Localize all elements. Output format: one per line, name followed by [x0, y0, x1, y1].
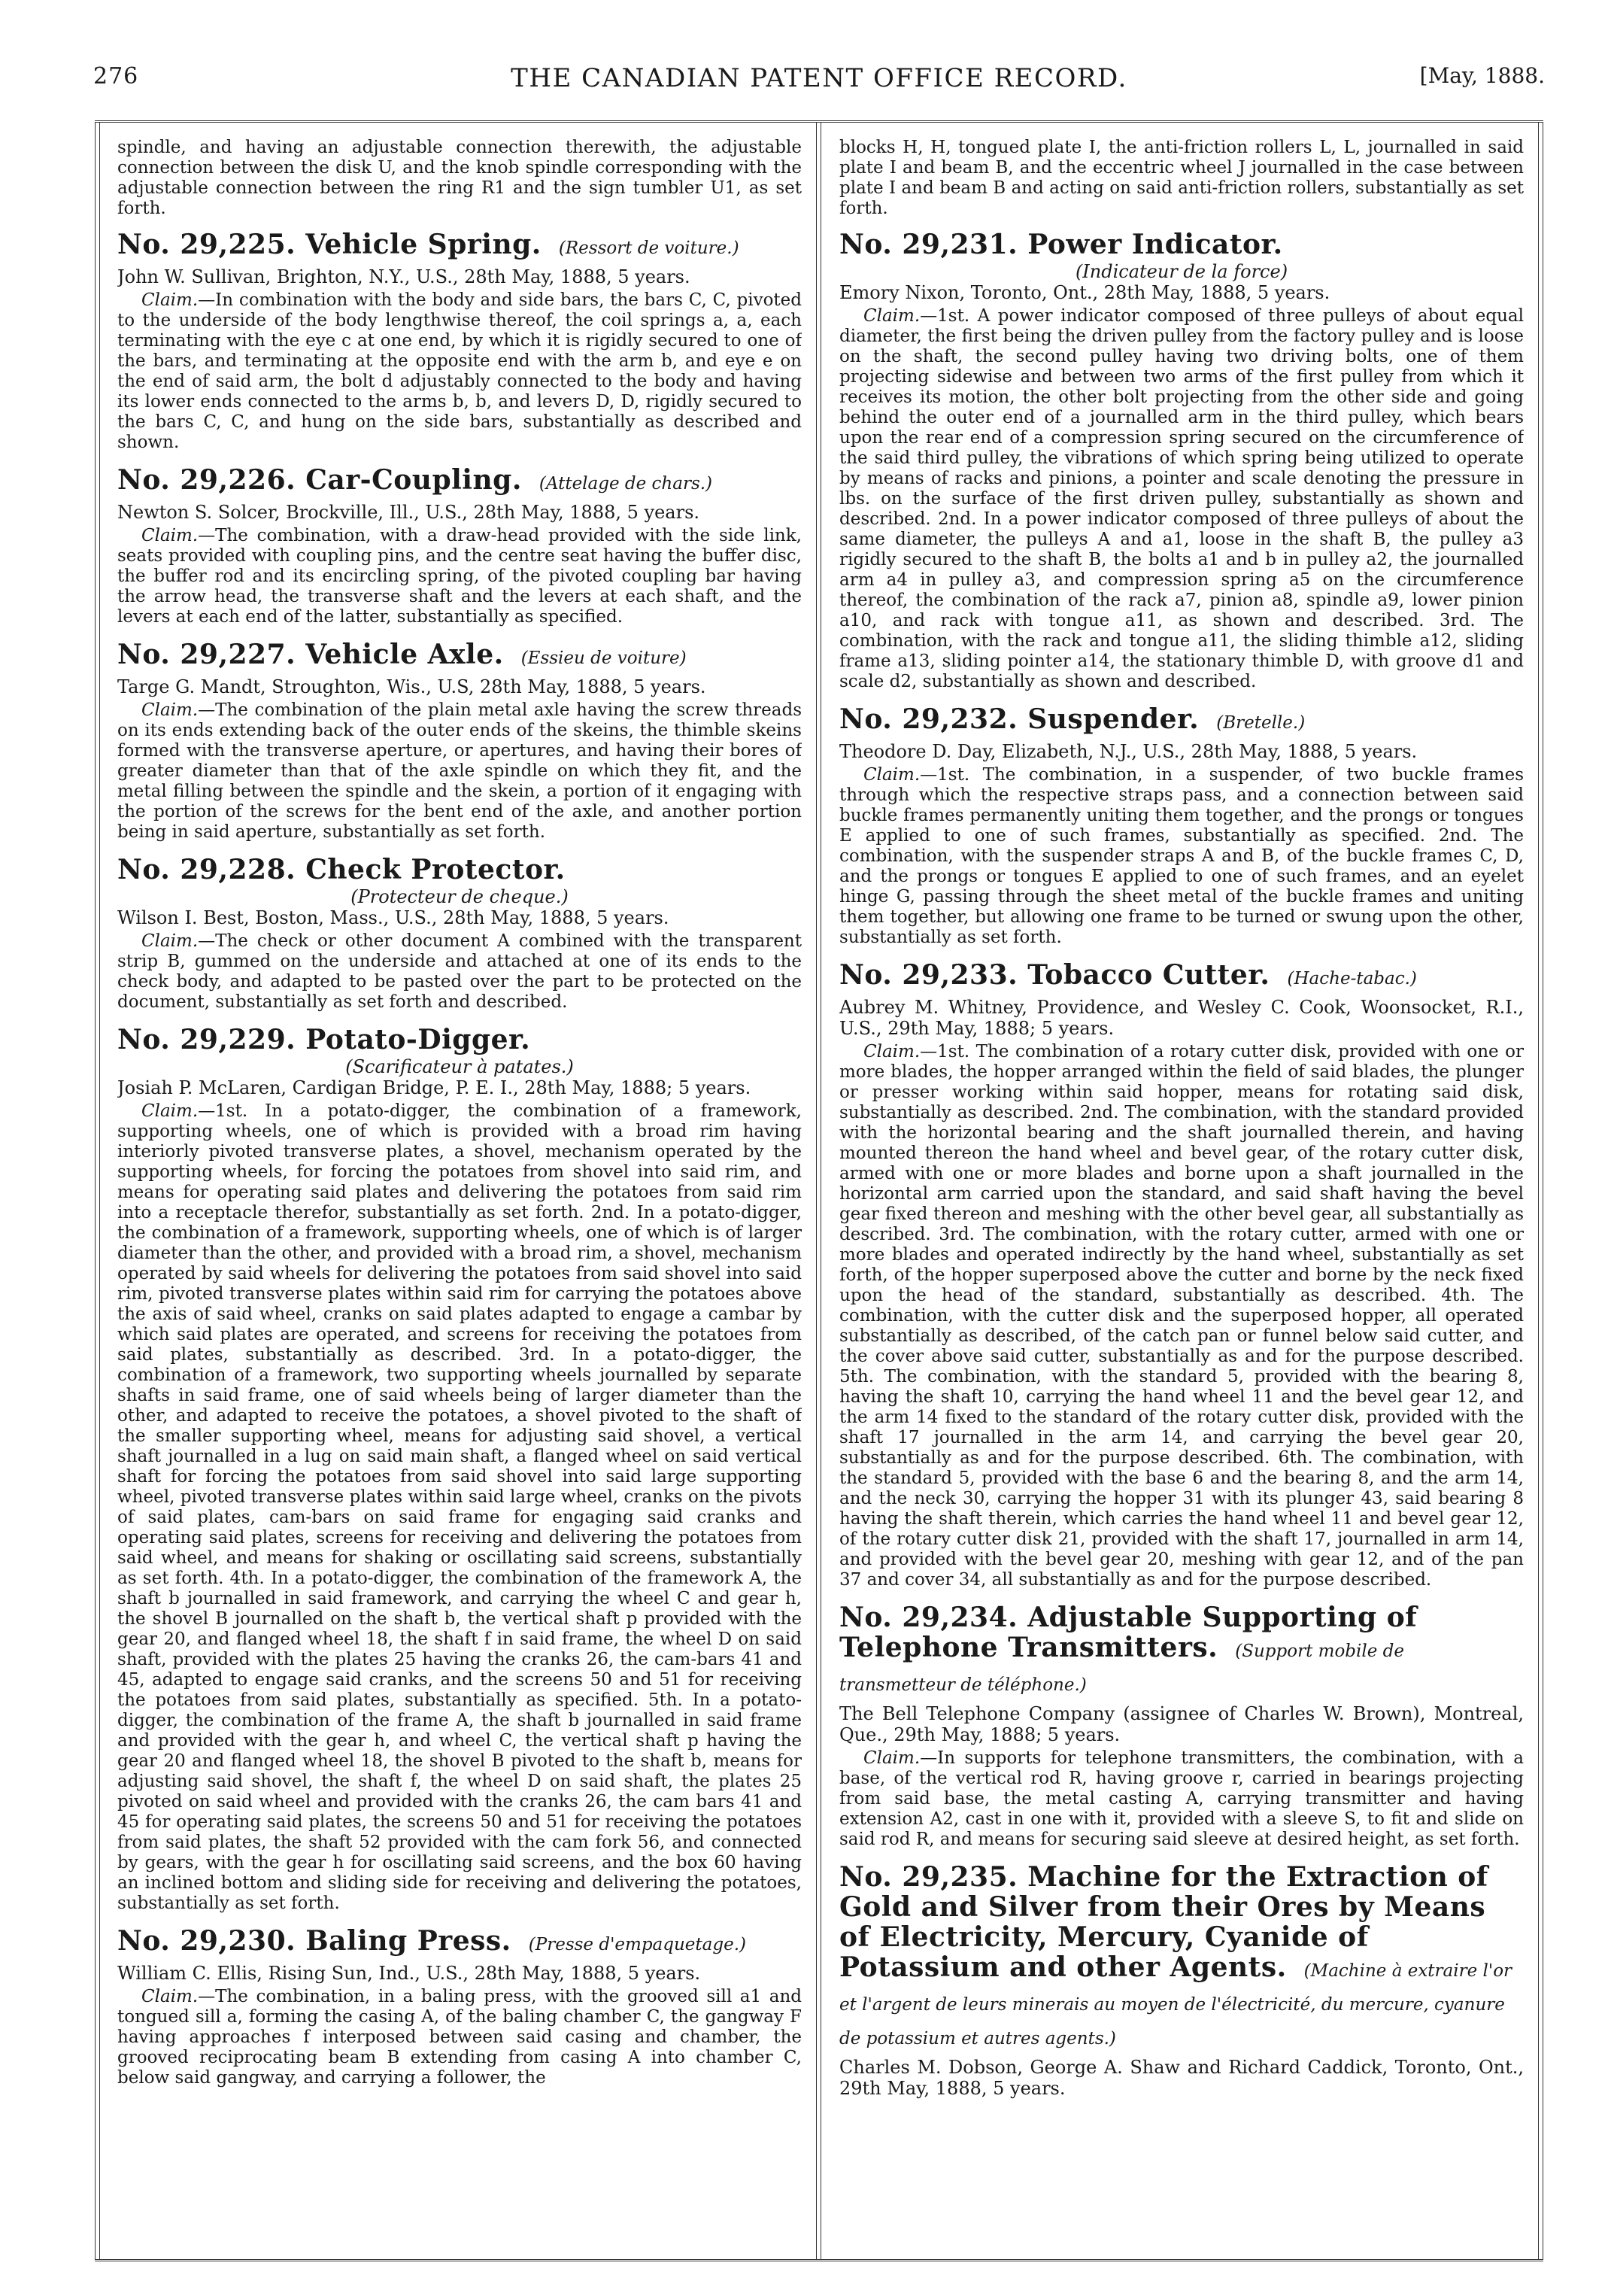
claim-label: Claim.: [141, 700, 199, 720]
patent-number: No. 29,234.: [839, 1602, 1018, 1633]
claim-text: [117, 1987, 802, 2088]
claim-text: [839, 765, 1524, 948]
claim-label: Claim.: [141, 1987, 199, 2006]
claim-body: —1st. A power indicator composed of three pulleys of about equal diameter, the first being the driven pulley from the factory pulley and is loose on the shaft, the second pulley having two driving bolts, one of them projecting sidewise and between two arms of the first pulley from which it receives its motion, the other bolt projecting from the other side and going behind the outer end of a journalled arm in the third pulley, which bears upon the rear end of a compression spring secured on the circumference of the said third pulley, the vibrations of which spring being utilized to operate by means of racks and pinions, a pointer and scale denoting the pressure in lbs. on the surface of the first driven pulley, substantially as shown and described. 2nd. In a power indicator composed of three pulleys of about the same diameter, the pulleys A and a1, loose in the shaft B, the pulley a3 rigidly secured to the shaft B, the bolts a1 and b in pulley a2, the journalled arm a4 in pulley a3, and compression spring a5 on the circumference thereof, the combination of the rack a7, pinion a8, spindle a9, lower pinion a10, and rack with tongue a11, as shown and described. 3rd. The combination, with the rack and tongue a11, the sliding thimble a12, sliding frame a13, sliding pointer a14, the stationary thimble D, with groove d1 and scale d2, substantially as shown and described.: [839, 306, 1524, 691]
claim-body: —1st. In a potato-digger, the combination of a framework, supporting wheels, one of which is provided with a broad rim having interiorly pivoted transverse plates, a shovel, mechanism operated by the supporting wheels, for forcing the potatoes from shovel into said rim, and means for operating said plates and delivering the potatoes from said rim into a receptacle therefor, substantially as set forth. 2nd. In a potato-digger, the combination of a framework, supporting wheels, one of which is of larger diameter than the other, and provided with a broad rim, a shovel, mechanism operated by said wheels for delivering the potatoes from said shovel into said rim, pivoted transverse plates within said rim for carrying the potatoes above the axis of said wheel, cranks on said plates adapted to engage a cambar by which said plates are operated, and screens for receiving the potatoes from said plates, substantially as described. 3rd. In a potato-digger, the combination of a framework, two supporting wheels journalled by separate shafts in said frame, one of said wheels being of larger diameter than the other, and adapted to receive the potatoes, a shovel pivoted to the shaft of the smaller supporting wheel, means for adjusting said shovel, a vertical shaft journalled in a lug on said main shaft, a flanged wheel on said vertical shaft for forcing the potatoes from said shovel into said large supporting wheel, pivoted transverse plates within said large wheel, cranks on the pivots of said plates, cam-bars on said frame for engaging said cranks and operating said plates, screens for receiving and delivering the potatoes from said wheel, and means for shaking or oscillating said screens, substantially as set forth. 4th. In a potato-digger, the combination of the framework A, the shaft b journalled in said framework, and carrying the wheel C and gear h, the shovel B journalled on the shaft b, the vertical shaft p provided with the gear 20, and flanged wheel 18, the shaft f in said frame, the wheel D on said shaft, provided with the plates 25 having the cranks 26, the cam-bars 41 and 45, adapted to engage said cranks, and the screens 50 and 51 for receiving the potatoes from said plates, substantially as specified. 5th. In a potato-digger, the combination of the frame A, the shaft b journalled in said frame and provided with the gear h, and wheel C, the vertical shaft p having the gear 20 and flanged wheel 18, the shovel B pivoted to the shaft b, means for adjusting said shovel, the shaft f, the wheel D on said shaft, the plates 25 pivoted on said wheel and provided with the cranks 26, the cam bars 41 and 45 for operating said plates, the screens 50 and 51 for receiving the potatoes from said plates, the shaft 52 provided with the cam fork 56, and connected by gears, with the gear h for oscillating said screens, and the box 60 having an inclined bottom and sliding side for receiving and delivering the potatoes, substantially as set forth.: [117, 1101, 802, 1913]
patent-number: No. 29,230.: [117, 1925, 296, 1957]
publication-title: THE CANADIAN PATENT OFFICE RECORD.: [511, 63, 1127, 93]
issue-date: [May, 1888.: [1419, 63, 1545, 88]
french-title: (Ressort de voiture.): [558, 238, 739, 258]
patent-title: Adjustable Supporting of Telephone Transmitters.: [839, 1602, 1418, 1663]
claim-body: —The combination of the plain metal axle having the screw threads on its ends extending back of the outer ends of the skeins, the thimble skeins formed with the transverse aperture, or apertures, and having their bores of greater diameter than that of the axle spindle on which they fit, and the metal filling between the spindle and the skein, a portion of it engaging with the portion of the screws for the bent end of the axle, and another portion being in said aperture, substantially as set forth.: [117, 700, 802, 842]
inventor-line: Targe G. Mandt, Stroughton, Wis., U.S, 28th May, 1888, 5 years.: [117, 676, 706, 697]
inventor-line: The Bell Telephone Company (assignee of Charles W. Brown), Montreal, Que., 29th May, 1888; 5 years.: [839, 1703, 1524, 1745]
patent-number: No. 29,225.: [117, 229, 296, 260]
patent-number: No. 29,228.: [117, 854, 296, 885]
claim-body: —In combination with the body and side bars, the bars C, C, pivoted to the underside of the body lengthwise thereof, the coil springs a, a, each terminating with the eye c at one end, by which it is rigidly secured to one of the bars, and terminating at the opposite end with the arm b, and eye e on the end of said arm, the bolt d adjustably connected to the body and having its lower ends connected to the arms b, b, and levers D, D, rigidly secured to the bars C, C, and hung on the side bars, substantially as described and shown.: [117, 290, 802, 452]
patent-entry: [117, 1025, 802, 1914]
patent-title: Suspender.: [1027, 703, 1200, 735]
french-title: (Scarificateur à patates.): [345, 1056, 574, 1077]
border-rule: [1538, 123, 1539, 2259]
french-title: (Presse d'empaquetage.): [528, 1935, 746, 1954]
claim-body: —The combination, with a draw-head provided with the side link, seats provided with coupling pins, and the centre seat having the buffer disc, the buffer rod and its encircling spring, of the pivoted coupling bar having the arrow head, the transverse shaft and the levers at each shaft, and the levers at each end of the latter, substantially as specified.: [117, 526, 802, 627]
patent-entry: [839, 1602, 1524, 1850]
french-title: (Bretelle.): [1216, 713, 1306, 733]
inventor-line: Josiah P. McLaren, Cardigan Bridge, P. E. I., 28th May, 1888; 5 years.: [117, 1077, 751, 1098]
page-number: 276: [93, 63, 139, 90]
patent-title: Car-Coupling.: [305, 464, 522, 496]
patent-title: Baling Press.: [305, 1925, 511, 1957]
inventor-line: Wilson I. Best, Boston, Mass., U.S., 28th May, 1888, 5 years.: [117, 907, 669, 928]
patent-entry: [117, 1926, 802, 2088]
patent-heading: [117, 1025, 802, 1055]
patent-entry: [839, 1862, 1524, 2099]
patent-entry: [117, 465, 802, 627]
french-title: (Hache-tabac.): [1287, 969, 1417, 989]
inventor-line: Emory Nixon, Toronto, Ont., 28th May, 1888, 5 years.: [839, 282, 1330, 303]
claim-body: —In supports for telephone transmitters, the combination, with a base, of the vertical rod R, having groove r, carried in bearings projecting from said base, the metal casting A, carrying transmitter and having extension A2, cast in one with it, provided with a sleeve S, to fit and slide on said rod R, and means for securing said sleeve at desired height, as set forth.: [839, 1748, 1524, 1849]
right-column: [839, 138, 1524, 2111]
french-title: (Machine à extraire l'or et l'argent de leurs minerais au moyen de l'électricité, du mercure, cyanure de potassium et autres agents.): [839, 1961, 1512, 2048]
patent-heading: [839, 229, 1524, 260]
claim-label: Claim.: [863, 306, 921, 326]
claim-label: Claim.: [141, 1101, 199, 1121]
claim-text: [117, 526, 802, 627]
claim-body: —1st. The combination of a rotary cutter disk, provided with one or more blades, the hopper arranged within the field of said blades, the plunger or presser working within said hopper, means for rotating said disk, substantially as described. 2nd. The combination, with the standard provided with the horizontal bearing and the shaft journalled therein, and having mounted thereon the hand wheel and bevel gear, of the rotary cutter disk, armed with one or more blades and borne upon a shaft journalled in the horizontal arm carried upon the standard, and said shaft having the bevel gear fixed thereon and meshing with the other bevel gear, all substantially as described. 3rd. The combination, with the rotary cutter, armed with one or more blades and operated indirectly by the hand wheel, substantially as set forth, of the hopper superposed above the cutter and borne by the neck fixed upon the head of the standard, substantially as described. 4th. The combination, with the cutter disk and the superposed hopper, all operated substantially as described, of the catch pan or funnel below said cutter, and the cover above said cutter, substantially as and for the purpose described. 5th. The combination, with the standard 5, provided with the bearing 8, having the shaft 10, carrying the hand wheel 11 and the bevel gear 12, and the arm 14 fixed to the standard of the rotary cutter disk, provided with the shaft 17 journalled in the arm 14, and carrying the bevel gear 20, substantially as and for the purpose described. 6th. The combination, with the standard 5, provided with the base 6 and the bearing 8, and the arm 14, and the neck 30, carrying the hopper 31 with its plunger 43, said bearing 8 having the shaft therein, which carries the hand wheel 11 and bevel gear 12, of the rotary cutter disk 21, provided with the shaft 17, journalled in arm 14, and provided with the bevel gear 20, meshing with gear 12, and of the pan 37 and cover 34, all substantially as and for the purpose described.: [839, 1042, 1524, 1590]
patent-number: No. 29,231.: [839, 229, 1018, 260]
patent-title: Vehicle Axle.: [305, 639, 504, 670]
inventor-line: Charles M. Dobson, George A. Shaw and Richard Caddick, Toronto, Ont., 29th May, 1888, 5 years.: [839, 2057, 1524, 2099]
patent-entry: [839, 229, 1524, 692]
patent-title: Check Protector.: [305, 854, 566, 885]
patent-number: No. 29,232.: [839, 703, 1018, 735]
claim-text: [839, 1748, 1524, 1850]
patent-entry: [839, 960, 1524, 1590]
patent-entry: [839, 704, 1524, 948]
claim-label: Claim.: [141, 931, 199, 951]
patent-number: No. 29,227.: [117, 639, 296, 670]
left-column: [117, 138, 802, 2100]
patent-heading: [117, 855, 802, 885]
running-head: [93, 63, 1545, 108]
patent-heading: [839, 1602, 1524, 1700]
claim-label: Claim.: [863, 765, 921, 785]
claim-label: Claim.: [863, 1748, 921, 1768]
french-title: (Essieu de voiture): [520, 648, 687, 668]
patent-heading: [117, 639, 802, 673]
patent-number: No. 29,233.: [839, 959, 1018, 991]
continued-claim-fragment: spindle, and having an adjustable connection therewith, the adjustable connection between the disk U, and the knob spindle corresponding with the adjustable connection between the ring R1 and the sign tumbler U1, as set forth.: [117, 138, 802, 218]
patent-heading: [839, 1862, 1524, 2054]
french-title: (Protecteur de cheque.): [350, 886, 569, 907]
patent-heading: [117, 229, 802, 263]
inventor-line: Aubrey M. Whitney, Providence, and Wesley C. Cook, Woonsocket, R.I., U.S., 29th May, 1888; 5 years.: [839, 997, 1524, 1039]
claim-label: Claim.: [863, 1042, 921, 1061]
patent-title: Potato-Digger.: [305, 1024, 531, 1055]
claim-text: [117, 1101, 802, 1914]
french-title: (Indicateur de la force): [1075, 261, 1288, 282]
claim-label: Claim.: [141, 526, 199, 545]
inventor-line: John W. Sullivan, Brighton, N.Y., U.S., 28th May, 1888, 5 years.: [117, 266, 690, 287]
patent-entry: [117, 229, 802, 453]
claim-text: [839, 306, 1524, 692]
claim-body: —1st. The combination, in a suspender, of two buckle frames through which the respective straps pass, and a connection between said buckle frames permanently uniting them together, and the prongs or tongues E applied to one of such frames, substantially as specified. 2nd. The combination, with the suspender straps A and B, of the buckle frames C, D, and the prongs or tongues E applied to one of such frames, and an eyelet hinge G, passing through the sheet metal of the buckle frames and uniting them together, but allowing one frame to be turned or swung upon the other, substantially as set forth.: [839, 765, 1524, 947]
patent-number: No. 29,229.: [117, 1024, 296, 1055]
claim-body: —The combination, in a baling press, with the grooved sill a1 and tongued sill a, forming the casing A, of the baling chamber C, the gangway F having approaches f interposed between said casing and chamber, the grooved reciprocating beam B extending from casing A into chamber C, below said gangway, and carrying a follower, the: [117, 1987, 802, 2088]
patent-title: Vehicle Spring.: [305, 229, 542, 260]
inventor-line: William C. Ellis, Rising Sun, Ind., U.S., 28th May, 1888, 5 years.: [117, 1963, 701, 1984]
patent-heading: [839, 704, 1524, 738]
patent-heading: [117, 1926, 802, 1960]
inventor-line: Newton S. Solcer, Brockville, Ill., U.S., 28th May, 1888, 5 years.: [117, 502, 700, 523]
claim-text: [117, 700, 802, 843]
continued-claim-fragment: blocks H, H, tongued plate I, the anti-friction rollers L, L, journalled in said plate I and beam B, and the eccentric wheel J journalled in the case between plate I and beam B and acting on said anti-friction rollers, substantially as set forth.: [839, 138, 1524, 218]
patent-heading: [117, 465, 802, 499]
claim-text: [839, 1042, 1524, 1590]
border-rule: [95, 123, 96, 2259]
inventor-line: Theodore D. Day, Elizabeth, N.J., U.S., 28th May, 1888, 5 years.: [839, 741, 1418, 762]
patent-entry: [117, 855, 802, 1013]
claim-text: [117, 931, 802, 1013]
french-title: (Attelage de chars.): [539, 474, 713, 494]
patent-title: Machine for the Extraction of Gold and Silver from their Ores by Means of Electricity, Mercury, Cyanide of Potassium and other Agents.: [839, 1861, 1488, 1983]
patent-number: No. 29,226.: [117, 464, 296, 496]
patent-entry: [117, 639, 802, 843]
column-divider: [816, 123, 817, 2259]
claim-label: Claim.: [141, 290, 199, 310]
claim-text: [117, 290, 802, 453]
claim-body: —The check or other document A combined with the transparent strip B, gummed on the underside and attached at one of its ends to the check body, and adapted to be pasted over the part to be protected on the document, substantially as set forth and described.: [117, 931, 802, 1012]
page-frame: [95, 120, 1543, 2261]
patent-heading: [839, 960, 1524, 994]
border-rule: [99, 123, 100, 2259]
patent-title: Tobacco Cutter.: [1027, 959, 1270, 991]
french-title: (Support mobile de transmetteur de téléphone.): [839, 1642, 1404, 1695]
patent-number: No. 29,235.: [839, 1861, 1018, 1893]
patent-title: Power Indicator.: [1027, 229, 1283, 260]
